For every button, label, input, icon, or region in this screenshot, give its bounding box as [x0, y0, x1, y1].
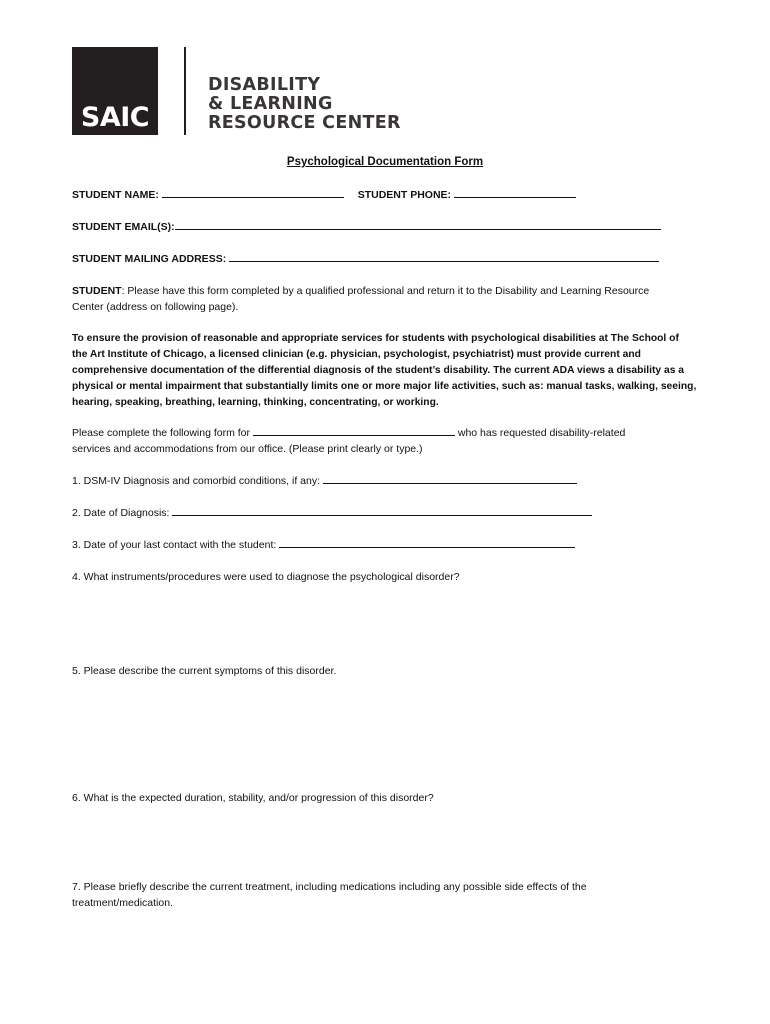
clinician-for-field[interactable] [253, 425, 455, 436]
student-email-row [72, 219, 661, 235]
question-3: 3. Date of your last contact with the student: [72, 539, 277, 551]
diagnosis-field[interactable] [323, 473, 577, 484]
ada-paragraph: To ensure the provision of reasonable and appropriate services for students with psychological disabilities at The School of the Art Institute of Chicago, a licensed clinician (e.g. physician, psychologist, psychiatrist) must provide current and comprehensive documentation of the differential diagnosis of the student’s disability. The current ADA views a disability as a physical or mental impairment that substantially limits one or more major life activities, such as: manual tasks, walking, seeing, hearing, speaking, breathing, learning, thinking, concentrating, or working. [72, 333, 697, 408]
org-line-1: DISABILITY [208, 75, 321, 95]
student-phone-field[interactable] [454, 187, 576, 198]
question-3-row [72, 537, 575, 553]
student-name-field[interactable] [162, 187, 344, 198]
student-name-row [72, 187, 576, 203]
logo-divider [184, 47, 186, 135]
student-address-label: STUDENT MAILING ADDRESS: [72, 253, 227, 265]
complete-line-2: services and accommodations from our office. (Please print clearly or type.) [72, 443, 423, 455]
question-2-row [72, 505, 592, 521]
student-address-row [72, 251, 659, 267]
question-4: 4. What instruments/procedures were used to diagnose the psychological disorder? [72, 571, 460, 583]
org-line-3: RESOURCE CENTER [208, 113, 401, 133]
org-line-2: & LEARNING [208, 94, 333, 114]
question-1: 1. DSM-IV Diagnosis and comorbid conditions, if any: [72, 475, 321, 487]
complete-pre-text: Please complete the following form for [72, 427, 251, 439]
student-email-field[interactable] [175, 219, 661, 230]
diagnosis-date-field[interactable] [172, 505, 592, 516]
logo-text: SAIC [80, 102, 150, 133]
last-contact-field[interactable] [279, 537, 575, 548]
student-instructions [72, 283, 672, 315]
question-6: 6. What is the expected duration, stability, and/or progression of this disorder? [72, 792, 434, 804]
form-title: Psychological Documentation Form [286, 156, 484, 168]
saic-logo [72, 47, 158, 135]
student-name-label: STUDENT NAME: [72, 189, 159, 201]
question-1-row [72, 473, 577, 489]
student-email-label: STUDENT EMAIL(S): [72, 221, 175, 233]
student-phone-label: STUDENT PHONE: [357, 189, 452, 201]
org-name [208, 76, 401, 133]
question-2: 2. Date of Diagnosis: [72, 507, 170, 519]
question-5: 5. Please describe the current symptoms of this disorder. [72, 665, 337, 677]
student-note-lead: STUDENT [72, 285, 122, 297]
student-address-field[interactable] [229, 251, 659, 262]
complete-line-1 [72, 425, 625, 441]
student-note-text: : Please have this form completed by a qualified professional and return it to the Disability and Learning Resource Center (address on following page). [72, 285, 650, 313]
question-7: 7. Please briefly describe the current treatment, including medications including any possible side effects of the treatment/medication. [72, 881, 587, 909]
complete-post-text: who has requested disability-related [457, 427, 626, 439]
